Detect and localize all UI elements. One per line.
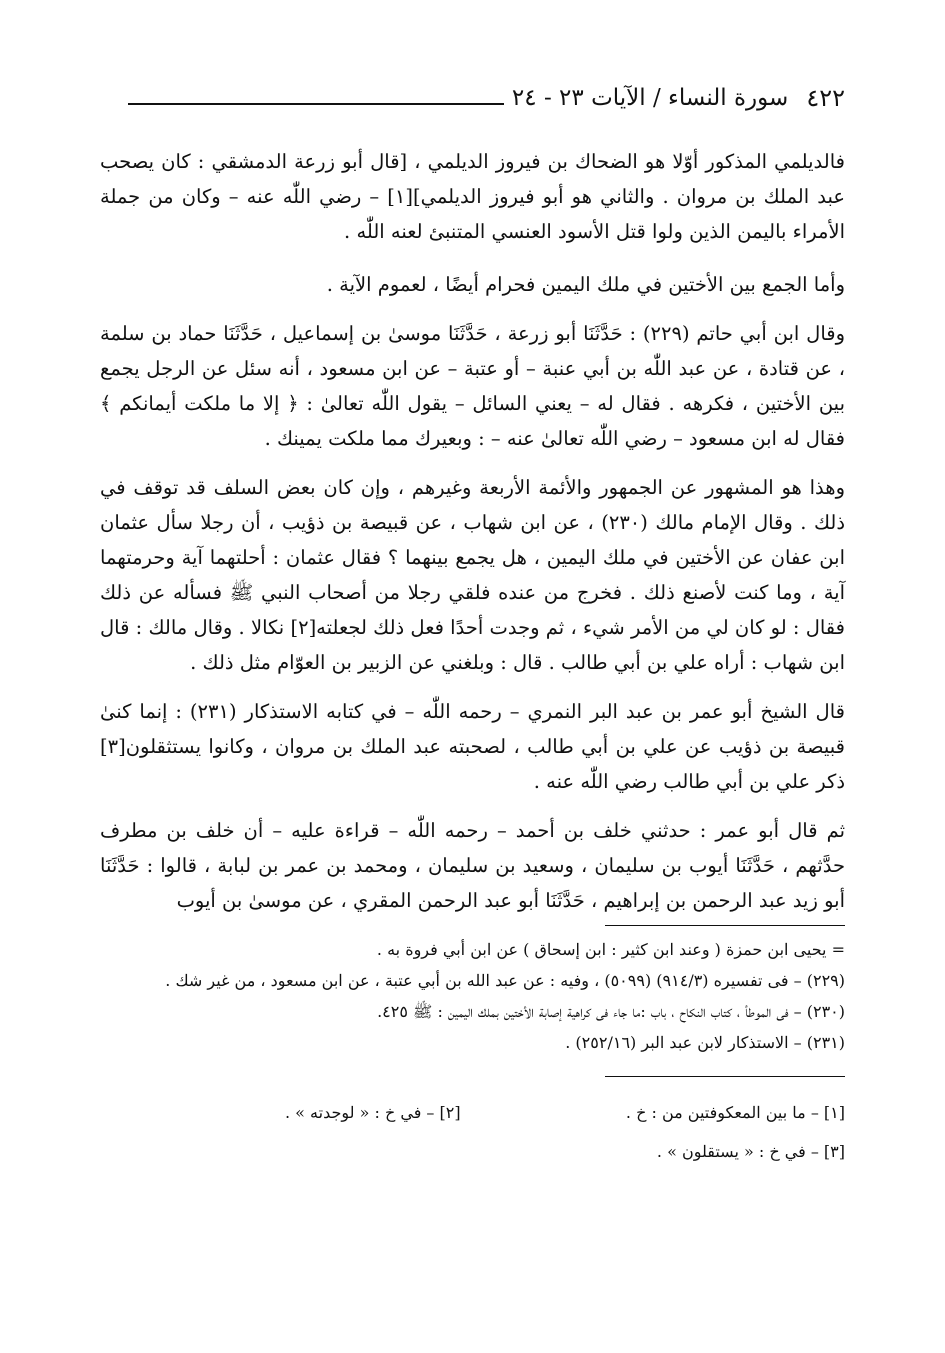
variant-note: [٣] – في خ : « يستقلون » .: [656, 1142, 845, 1161]
variant-note: [٢] – في خ : « لوجدته » .: [285, 1103, 461, 1122]
paragraph: وأما الجمع بين الأختين في ملك اليمين فحرام أيضًا ، لعموم الآية .: [326, 273, 845, 296]
footnote: (٢٣١) – الاستذكار لابن عبد البر (٢٥٢/١٦) .: [565, 1033, 845, 1052]
page-number: ٤٢٢: [806, 84, 845, 112]
footnote: = يحيى ابن حمزة ( وعند ابن كثير : ابن إسحاق ) عن ابن أبي فروة به .: [376, 940, 845, 959]
footnote: (٢٣٠) – فى الموطأ ، كتاب النكاح ، باب :ما جاء فى كراهية إصابة الأختين بملك اليمين : ﷺ ٤٢٥.: [377, 1002, 845, 1021]
variants-row: [285, 1097, 845, 1128]
footnote-rule: [605, 925, 845, 926]
running-title: سورة النساء / الآيات ٢٣ - ٢٤: [511, 85, 789, 111]
variant-note: [١] – ما بين المعكوفتين من : خ .: [625, 1103, 845, 1122]
footnote: (٢٢٩) – فى تفسيره (٩١٤/٣) (٥٠٩٩) ، وفيه : عن عبد الله بن أبي عتبة ، عن ابن مسعود ، من غير شك .: [165, 971, 845, 990]
paragraph: قال الشيخ أبو عمر بن عبد البر النمري – رحمه اللّٰه – في كتابه الاستذكار (٢٣١) : إنما كنىٰ قبيصة بن ذؤيب عن علي بن أبي طالب ، لصحبته عبد الملك بن مروان ، وكانوا يستثقلون[٣] ذكر علي بن أبي طالب رضي اللّٰه عنه .: [100, 700, 845, 793]
paragraph: ثم قال أبو عمر : حدثني خلف بن أحمد – رحمه اللّٰه – قراءة عليه – أن خلف بن مطرف حدَّثهم ، حَدَّثَنَا أيوب بن سليمان ، وسعيد بن سليمان ، ومحمد بن عمر بن لبابة ، قالوا : حَدَّثَنَا أبو زيد عبد الرحمن بن إبراهيم ، حَدَّثَنَا أبو عبد الرحمن المقري ، عن موسىٰ بن أيوب: [100, 819, 845, 912]
main-text: [100, 144, 845, 918]
paragraph: فالديلمي المذكور أوّلا هو الضحاك بن فيروز الديلمي ، [قال أبو زرعة الدمشقي : كان يصحب عبد الملك بن مروان . والثاني هو أبو فيروز الديلمي]‏[١] – رضي اللّٰه عنه – وكان من جملة الأمراء باليمن الذين ولوا قتل الأسود العنسي المتنبئ لعنه اللّٰه .: [100, 150, 846, 243]
book-page: [100, 78, 845, 932]
paragraph: وقال ابن أبي حاتم (٢٢٩) : حَدَّثَنَا أبو زرعة ، حَدَّثَنَا موسىٰ بن إسماعيل ، حَدَّثَنَا حماد بن سلمة ، عن قتادة ، عن عبد اللّٰه بن أبي عنبة – أو عتبة – عن ابن مسعود ، أنه سئل عن الرجل يجمع بين الأختين ، فكرهه . فقال له – يعني السائل – يقول اللّٰه تعالىٰ : ﴿ إلا ما ملكت أيمانكم ﴾ فقال له ابن مسعود – رضي اللّٰه تعالىٰ عنه – : وبعيرك مما ملكت يمينك .: [100, 322, 845, 450]
footnotes: [100, 925, 845, 1167]
page-header: [100, 78, 845, 118]
variants-rule: [605, 1076, 845, 1077]
header-rule: [128, 103, 504, 105]
paragraph: وهذا هو المشهور عن الجمهور والأئمة الأربعة وغيرهم ، وإن كان بعض السلف قد توقف في ذلك . وقال الإمام مالك (٢٣٠) ، عن ابن شهاب ، عن قبيصة بن ذؤيب ، أن رجلا سأل عثمان ابن عفان عن الأختين في ملك اليمين ، هل يجمع بينهما ؟ فقال عثمان : أحلتهما آية وحرمتهما آية ، وما كنت لأصنع ذلك . فخرج من عنده فلقي رجلا من أصحاب النبي ﷺ فسأله عن ذلك فقال : لو كان لي من الأمر شيء ، ثم وجدت أحدًا فعل ذلك لجعلته[٢] نكالا . وقال مالك : قال ابن شهاب : أراه علي بن أبي طالب . قال : وبلغني عن الزبير بن العوّام مثل ذلك .: [100, 476, 845, 674]
